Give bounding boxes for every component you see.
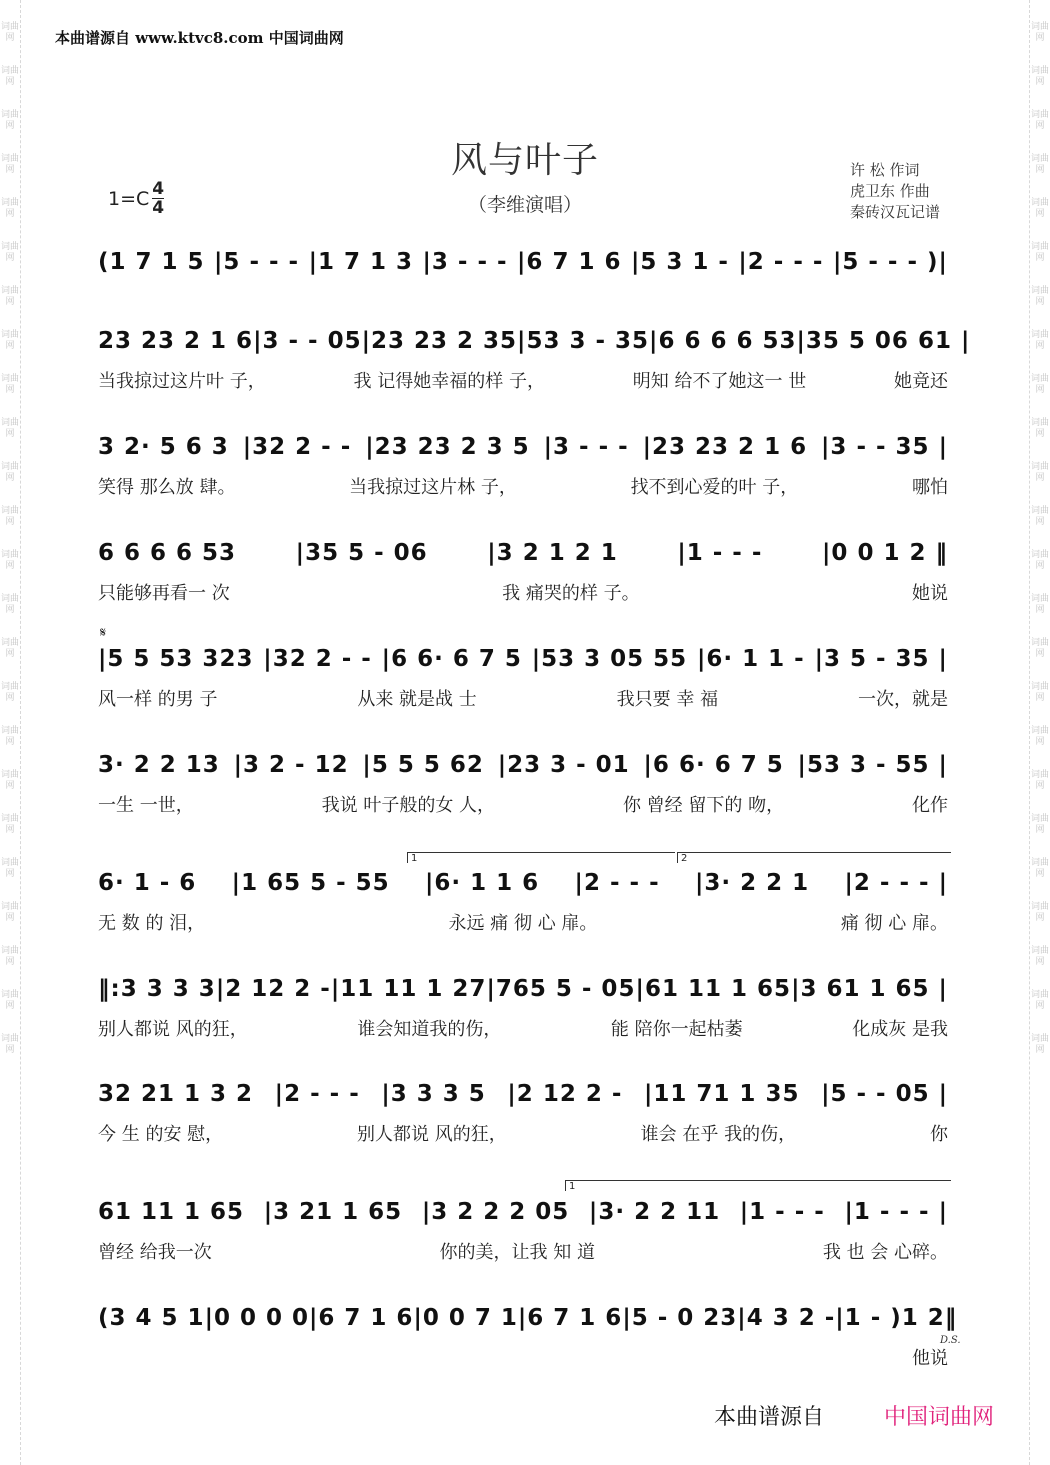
measure: |3· 2 2 1 (694, 870, 810, 896)
measure: |35 5 06 61 | (796, 328, 971, 354)
watermark-text: 词曲网 (0, 682, 19, 703)
score-row (98, 1075, 948, 1165)
watermark-text: 词曲网 (1030, 22, 1049, 43)
lyric-line (98, 1121, 948, 1149)
watermark-text: 词曲网 (1030, 330, 1049, 351)
lyric-phrase: 他说 (912, 1348, 948, 1369)
note-line (98, 243, 948, 281)
lyric-line (98, 792, 948, 820)
time-signature (152, 180, 164, 217)
watermark-text: 词曲网 (1030, 638, 1049, 659)
measure: |1 - )1 2‖ (835, 1305, 958, 1331)
watermark-text: 词曲网 (0, 462, 19, 483)
measure: |32 2 - - (242, 434, 352, 460)
score-row (98, 864, 948, 954)
composer-credit: 虎卫东 作曲 (850, 182, 930, 200)
lyric-line (98, 910, 948, 938)
lyric-phrase: 你的美，让我 知 道 (439, 1242, 595, 1263)
watermark-text: 词曲网 (0, 902, 19, 923)
lyric-phrase: 当我掠过这片叶 子， (98, 371, 266, 392)
lyric-phrase: 一生 一世， (98, 795, 194, 816)
measure: |5 - - 05 | (821, 1081, 948, 1107)
note-line (98, 864, 948, 902)
time-bottom: 4 (152, 198, 165, 218)
segno-mark: 𝄋 (100, 625, 107, 641)
lyric-phrase: 化成灰 是我 (852, 1019, 948, 1040)
note-line (98, 322, 971, 360)
note-line (98, 1075, 948, 1113)
note-line (98, 640, 948, 678)
lyric-phrase: 你 (929, 1124, 948, 1145)
measure: |11 71 1 35 (644, 1081, 800, 1107)
measure: |2 12 2 - (215, 976, 331, 1002)
measure: |0 0 1 2 ‖ (822, 540, 948, 566)
watermark-text: 词曲网 (0, 946, 19, 967)
watermark-text: 词曲网 (0, 286, 19, 307)
watermark-text: 词曲网 (1030, 154, 1049, 175)
watermark-text: 词曲网 (0, 594, 19, 615)
score-row (98, 534, 948, 624)
measure: 61 11 1 65 (98, 1199, 245, 1225)
score-row (98, 970, 948, 1060)
measure: 3 2· 5 6 3 (98, 434, 229, 460)
watermark-text: 词曲网 (1030, 66, 1049, 87)
measure: 3· 2 2 13 (98, 752, 220, 778)
watermark-text: 词曲网 (0, 506, 19, 527)
measure: |1 - - - (677, 540, 763, 566)
measure: |23 23 2 3 5 (365, 434, 530, 460)
watermark-text: 词曲网 (1030, 374, 1049, 395)
volta-bracket-2 (677, 852, 951, 863)
lyric-phrase: 她说 (912, 583, 948, 604)
measure: |3 - - 35 | (821, 434, 948, 460)
watermark-text: 词曲网 (0, 374, 19, 395)
watermark-text: 词曲网 (0, 22, 19, 43)
watermark-text: 词曲网 (0, 814, 19, 835)
measure: |2 12 2 - (507, 1081, 623, 1107)
watermark-text: 词曲网 (0, 330, 19, 351)
measure: |3· 2 2 11 (588, 1199, 721, 1225)
measure: (3 4 5 1 (98, 1305, 205, 1331)
lyric-phrase: 当我掠过这片林 子， (349, 477, 517, 498)
watermark-text: 词曲网 (0, 110, 19, 131)
watermark-text: 词曲网 (1030, 110, 1049, 131)
lyric-phrase: 只能够再看一 次 (98, 583, 230, 604)
measure: |1 7 1 3 (308, 249, 414, 275)
watermark-text: 词曲网 (0, 66, 19, 87)
lyric-phrase: 无 数 的 泪， (98, 913, 206, 934)
watermark-text: 词曲网 (0, 198, 19, 219)
lyric-line (98, 686, 948, 714)
watermark-text: 词曲网 (0, 154, 19, 175)
measure: |53 3 05 55 (531, 646, 688, 672)
lyric-line (98, 368, 948, 396)
measure: 6 6 6 6 53 (98, 540, 237, 566)
measure: |5 - 0 23 (622, 1305, 738, 1331)
measure: |23 3 - 01 (497, 752, 630, 778)
measure: |6 7 1 6 (517, 1305, 623, 1331)
lyric-line (98, 474, 948, 502)
lyric-phrase: 别人都说 风的狂， (98, 1019, 248, 1040)
watermark-text: 词曲网 (1030, 242, 1049, 263)
lyric-phrase: 谁会 在乎 我的伤， (640, 1124, 797, 1145)
measure: |35 5 - 06 (295, 540, 428, 566)
lyric-line (98, 289, 948, 317)
measure: |3 3 3 5 (381, 1081, 486, 1107)
watermark-text: 词曲网 (1030, 198, 1049, 219)
measure: |3 61 1 65 | (791, 976, 948, 1002)
measure: |3 5 - 35 | (814, 646, 948, 672)
lyric-line (98, 580, 948, 608)
measure: 6· 1 - 6 (98, 870, 197, 896)
measure: |765 5 - 05 (486, 976, 636, 1002)
lyric-phrase: 风一样 的男 子 (98, 689, 218, 710)
volta-number: 1 (569, 1181, 576, 1192)
transcriber-credit: 秦砖汉瓦记谱 (850, 203, 941, 221)
measure: |23 23 2 35 (361, 328, 518, 354)
measure: |3 2 - 12 (233, 752, 349, 778)
measure: |32 2 - - (263, 646, 372, 672)
measure: |0 0 7 1 (413, 1305, 518, 1331)
watermark-text: 词曲网 (1030, 286, 1049, 307)
lyric-phrase: 我 痛哭的样 子。 (502, 583, 640, 604)
time-top: 4 (152, 179, 165, 199)
key-signature (108, 180, 164, 217)
measure: |3 2 2 2 05 (421, 1199, 570, 1225)
watermark-text: 词曲网 (0, 726, 19, 747)
measure: |1 - - - (739, 1199, 825, 1225)
note-line (98, 970, 948, 1008)
score-row (98, 243, 948, 333)
volta-bracket-1 (407, 852, 675, 863)
watermark-text: 词曲网 (1030, 858, 1049, 879)
measure: 23 23 2 1 6 (98, 328, 254, 354)
watermark-text: 词曲网 (1030, 1034, 1049, 1055)
measure: |3 - - - (422, 249, 508, 275)
measure: |6 6 6 6 53 (649, 328, 797, 354)
ds-mark: D.S. (940, 1335, 961, 1346)
note-line (98, 428, 948, 466)
lyricist-credit: 许 松 作词 (850, 161, 920, 179)
measure: |11 11 1 27 (330, 976, 487, 1002)
measure: |53 3 - 55 | (797, 752, 948, 778)
watermark-text: 词曲网 (1030, 550, 1049, 571)
watermark-text: 词曲网 (1030, 946, 1049, 967)
lyric-phrase: 谁会知道我的伤， (357, 1019, 502, 1040)
watermark-text: 词曲网 (0, 242, 19, 263)
lyric-phrase: 我 也 会 心碎。 (822, 1242, 948, 1263)
note-line (98, 1193, 948, 1231)
lyric-line (98, 1016, 948, 1044)
measure: |6 7 1 6 (517, 249, 622, 275)
measure: |2 - - - (274, 1081, 360, 1107)
measure: |6· 1 1 - (697, 646, 805, 672)
score-row (98, 640, 948, 730)
lyric-phrase: 我说 叶子般的女 人， (321, 795, 496, 816)
measure: |61 11 1 65 (635, 976, 791, 1002)
measure: |4 3 2 - (737, 1305, 836, 1331)
watermark-text: 词曲网 (0, 1034, 19, 1055)
watermark-text: 词曲网 (1030, 726, 1049, 747)
measure: |3 21 1 65 (263, 1199, 403, 1225)
footer-source (714, 1400, 994, 1431)
watermark-text: 词曲网 (0, 858, 19, 879)
measure: |3 2 1 2 1 (487, 540, 618, 566)
watermark-text: 词曲网 (1030, 770, 1049, 791)
measure: |1 - - - | (844, 1199, 948, 1225)
measure: |0 0 0 0 (204, 1305, 309, 1331)
note-line (98, 746, 948, 784)
left-watermark-strip (0, 0, 21, 1465)
lyric-phrase: 从来 就是战 士 (357, 689, 477, 710)
lyric-line (98, 1239, 948, 1267)
score-row (98, 1193, 948, 1283)
watermark-text: 词曲网 (0, 638, 19, 659)
measure: |5 3 1 - (630, 249, 729, 275)
watermark-text: 词曲网 (1030, 418, 1049, 439)
lyric-phrase: 能 陪你一起枯萎 (610, 1019, 743, 1040)
watermark-text: 词曲网 (1030, 506, 1049, 527)
song-title: 风与叶子 (450, 140, 599, 181)
lyric-phrase: 明知 给不了她这一 世 (632, 371, 807, 392)
measure: |53 3 - 35 (517, 328, 650, 354)
measure: ‖:3 3 3 3 (98, 976, 216, 1002)
measure: |6 7 1 6 (309, 1305, 414, 1331)
right-watermark-strip (1029, 0, 1050, 1465)
watermark-text: 词曲网 (1030, 682, 1049, 703)
measure: |6 6· 6 7 5 (381, 646, 522, 672)
measure: |3 - - - (543, 434, 629, 460)
measure: |1 65 5 - 55 (231, 870, 390, 896)
measure: |6 6· 6 7 5 (643, 752, 784, 778)
key-prefix: 1=C (108, 187, 150, 210)
score-row (98, 322, 971, 412)
watermark-text: 词曲网 (1030, 990, 1049, 1011)
volta-bracket-3 (565, 1180, 951, 1191)
measure: |5 - - - )| (832, 249, 948, 275)
credits (850, 160, 980, 223)
measure: |6· 1 1 6 (425, 870, 540, 896)
measure: |5 5 5 62 (362, 752, 484, 778)
lyric-phrase: 笑得 那么放 肆。 (98, 477, 236, 498)
singer-line: （李维演唱） (467, 194, 582, 216)
note-line (98, 534, 948, 572)
score-row (98, 746, 948, 836)
lyric-phrase: 痛 彻 心 扉。 (840, 913, 948, 934)
measure: |5 - - - (214, 249, 300, 275)
lyric-phrase: 今 生 的安 慰， (98, 1124, 224, 1145)
measure: |23 23 2 1 6 (642, 434, 808, 460)
volta-number: 2 (681, 853, 688, 864)
watermark-text: 词曲网 (1030, 902, 1049, 923)
measure: |5 5 53 323 (98, 646, 254, 672)
watermark-text: 词曲网 (0, 770, 19, 791)
lyric-phrase: 我 记得她幸福的样 子， (353, 371, 545, 392)
lyric-phrase: 她竟还 (893, 371, 948, 392)
footer-site: 中国词曲网 (884, 1405, 995, 1430)
watermark-text: 词曲网 (1030, 594, 1049, 615)
measure: |2 - - - (738, 249, 824, 275)
measure: |2 - - - | (844, 870, 948, 896)
lyric-phrase: 别人都说 风的狂， (357, 1124, 507, 1145)
lyric-phrase: 化作 (911, 795, 948, 816)
score-row (98, 428, 948, 518)
watermark-text: 词曲网 (0, 418, 19, 439)
measure: 32 21 1 3 2 (98, 1081, 254, 1107)
lyric-line (98, 1345, 948, 1373)
lyric-phrase: 曾经 给我一次 (98, 1242, 212, 1263)
footer-prefix: 本曲谱源自 (714, 1405, 825, 1430)
watermark-text: 词曲网 (1030, 462, 1049, 483)
lyric-phrase: 你 曾经 留下的 吻， (622, 795, 785, 816)
lyric-phrase: 一次，就是 (857, 689, 948, 710)
watermark-text: 词曲网 (1030, 814, 1049, 835)
source-line: 本曲谱源自 www.ktvc8.com 中国词曲网 (55, 29, 344, 47)
lyric-phrase: 哪怕 (911, 477, 948, 498)
volta-number: 1 (411, 853, 418, 864)
measure: (1 7 1 5 (98, 249, 205, 275)
lyric-phrase: 永远 痛 彻 心 扉。 (448, 913, 598, 934)
measure: |3 - - 05 (253, 328, 362, 354)
note-line (98, 1299, 958, 1337)
lyric-phrase: 我只要 幸 福 (616, 689, 719, 710)
watermark-text: 词曲网 (0, 990, 19, 1011)
watermark-text: 词曲网 (0, 550, 19, 571)
measure: |2 - - - (574, 870, 660, 896)
lyric-phrase: 找不到心爱的叶 子， (630, 477, 799, 498)
